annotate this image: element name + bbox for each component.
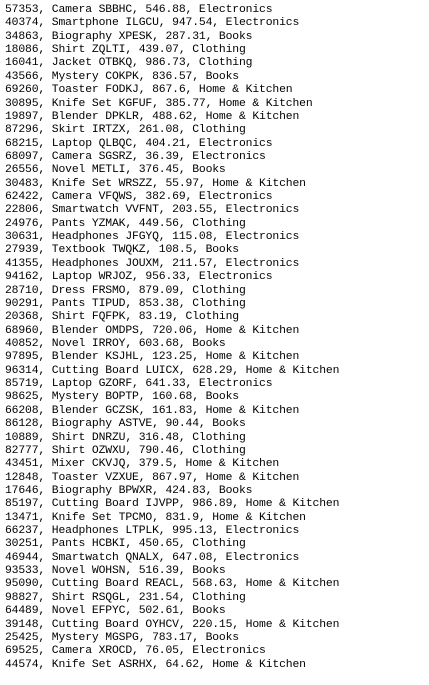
record-line: 57353, Camera SBBHC, 546.88, Electronics [5,4,273,16]
record-line: 10889, Shirt DNRZU, 316.48, Clothing [5,431,246,444]
record-line: 12848, Toaster VZXUE, 867.97, Home & Kitchen [5,471,300,484]
record-line: 46944, Smartwatch QNALX, 647.08, Electronics [5,551,300,564]
record-line: 39148, Cutting Board OYHCV, 220.15, Home & Kitchen [5,618,340,631]
record-line: 30631, Headphones JFGYQ, 115.08, Electronics [5,231,300,244]
record-line: 30895, Knife Set KGFUF, 385.77, Home & Kitchen [5,97,313,110]
record-line: 66208, Blender GCZSK, 161.83, Home & Kitchen [5,404,300,417]
record-line: 16041, Jacket OTBKQ, 986.73, Clothing [5,57,253,70]
record-line: 85197, Cutting Board IJVPP, 986.89, Home & Kitchen [5,498,340,511]
record-line: 96314, Cutting Board LUICX, 628.29, Home & Kitchen [5,364,340,377]
record-line: 93533, Novel WOHSN, 516.39, Books [5,565,226,578]
record-line: 40852, Novel IRROY, 603.68, Books [5,337,226,350]
text-document [5,4,429,672]
record-line: 68960, Blender OMDPS, 720.06, Home & Kitchen [5,324,300,337]
record-line: 95090, Cutting Board REACL, 568.63, Home & Kitchen [5,578,340,591]
record-line: 94162, Laptop WRJOZ, 956.33, Electronics [5,271,273,284]
record-line: 41355, Headphones JOUXM, 211.57, Electronics [5,257,300,270]
record-line: 27939, Textbook TWQKZ, 108.5, Books [5,244,239,257]
record-line: 68215, Laptop QLBQC, 404.21, Electronics [5,137,273,150]
record-line: 68097, Camera SGSRZ, 36.39, Electronics [5,150,266,163]
record-line: 24976, Pants YZMAK, 449.56, Clothing [5,217,246,230]
record-line: 25425, Mystery MGSPG, 783.17, Books [5,631,239,644]
record-line: 82777, Shirt OZWXU, 790.46, Clothing [5,444,246,457]
record-line: 28710, Dress FRSMO, 879.09, Clothing [5,284,246,297]
record-line: 66237, Headphones LTPLK, 995.13, Electronics [5,525,300,538]
record-line: 30251, Pants HCBKI, 450.65, Clothing [5,538,246,551]
record-line: 97895, Blender KSJHL, 123.25, Home & Kitchen [5,351,300,364]
record-line: 40374, Smartphone ILGCU, 947.54, Electronics [5,17,300,30]
record-line: 62422, Camera VFQWS, 382.69, Electronics [5,191,273,204]
record-line: 34863, Biography XPESK, 287.31, Books [5,30,253,43]
record-line: 30483, Knife Set WRSZZ, 55.97, Home & Kitchen [5,177,306,190]
record-line: 13471, Knife Set TPCMO, 831.9, Home & Kitchen [5,511,306,524]
record-line: 69525, Camera XROCD, 76.05, Electronics [5,645,266,658]
record-line: 87296, Skirt IRTZX, 261.08, Clothing [5,124,246,137]
record-line: 18086, Shirt ZQLTI, 439.07, Clothing [5,44,246,57]
record-line: 85719, Laptop GZORF, 641.33, Electronics [5,378,273,391]
record-line: 20368, Shirt FQFPK, 83.19, Clothing [5,311,239,324]
record-line: 69260, Toaster FODKJ, 867.6, Home & Kitchen [5,84,293,97]
record-line: 90291, Pants TIPUD, 853.38, Clothing [5,297,246,310]
record-line: 43451, Mixer CKVJQ, 379.5, Home & Kitchen [5,458,280,471]
record-line: 44574, Knife Set ASRHX, 64.62, Home & Kitchen [5,658,306,671]
record-line: 64489, Novel EFPYC, 502.61, Books [5,605,226,618]
record-line: 43566, Mystery COKPK, 836.57, Books [5,70,239,83]
record-line: 98625, Mystery BOPTP, 160.68, Books [5,391,239,404]
record-line: 26556, Novel METLI, 376.45, Books [5,164,226,177]
record-line: 22806, Smartwatch VVFNT, 203.55, Electronics [5,204,300,217]
record-line: 17646, Biography BPWXR, 424.83, Books [5,484,253,497]
record-line: 98827, Shirt RSQGL, 231.54, Clothing [5,591,246,604]
record-line: 19897, Blender DPKLR, 488.62, Home & Kitchen [5,110,300,123]
record-line: 86128, Biography ASTVE, 90.44, Books [5,418,246,431]
